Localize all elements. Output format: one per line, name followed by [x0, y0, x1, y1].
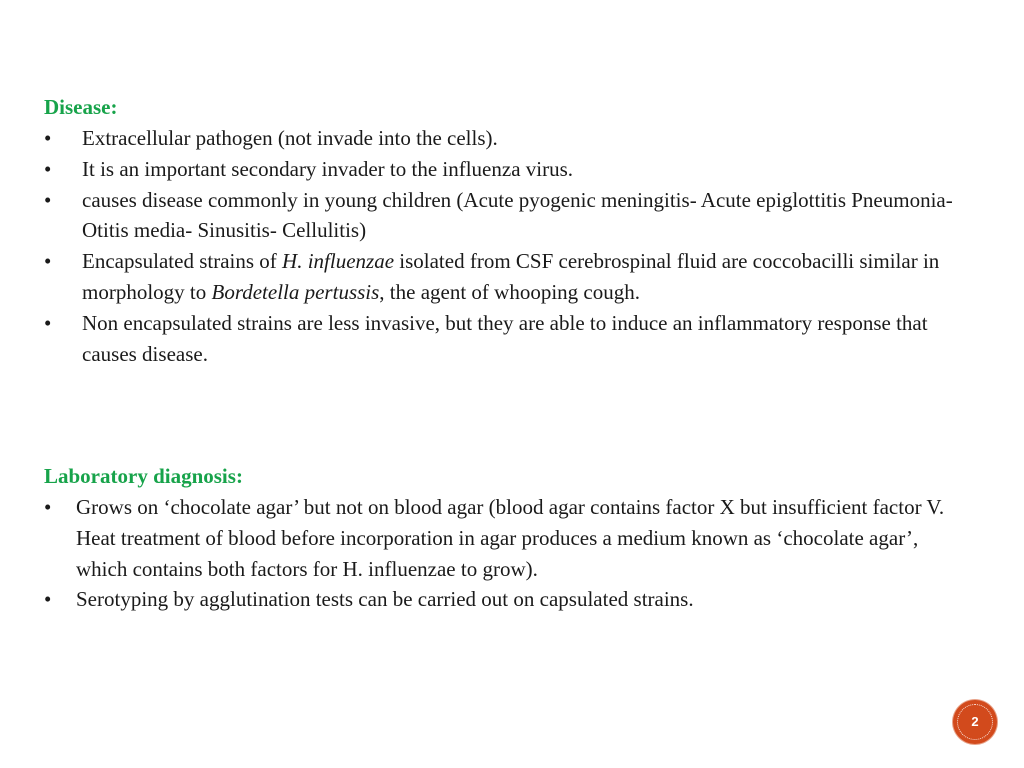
bullet-text: Non encapsulated strains are less invasive, but they are able to induce an inflammatory response that causes disease.: [82, 310, 928, 366]
bullet-text: Grows on ‘chocolate agar’ but not on blood agar (blood agar contains factor X but insufficient factor V. Heat treatment of blood before incorporation in agar produces a medium known as ‘chocolate agar’, which contains both factors for H. influenzae to grow).: [76, 495, 945, 581]
list-item: [44, 246, 984, 308]
bullet-icon: •: [44, 587, 52, 612]
bullet-icon: •: [44, 495, 52, 519]
bullet-text: Extracellular pathogen (not invade into the cells).: [82, 126, 498, 150]
bullet-icon: •: [44, 156, 52, 181]
list-item: [44, 123, 984, 154]
disease-heading: Disease:: [44, 95, 118, 119]
disease-bullet-list: [44, 123, 984, 369]
list-item: [44, 154, 984, 185]
list-item: [44, 185, 984, 247]
bullet-text: Serotyping by agglutination tests can be carried out on capsulated strains.: [76, 587, 694, 612]
bullet-text-prefix: Encapsulated strains of: [82, 249, 283, 274]
bullet-icon: •: [44, 249, 52, 274]
lab-diagnosis-heading: Laboratory diagnosis:: [44, 464, 243, 488]
bullet-icon: •: [44, 310, 52, 335]
bullet-text: causes disease commonly in young children (Acute pyogenic meningitis- Acute epiglottitis Pneumonia- Otitis media- Sinusitis- Cellulitis): [82, 187, 953, 243]
organism-name-h-influenzae: H. influenzae: [282, 249, 395, 274]
list-item: [44, 584, 964, 615]
organism-name-bordetella-pertussis: Bordetella pertussis: [211, 279, 380, 304]
list-item: [44, 492, 964, 584]
lab-diagnosis-bullet-list: [44, 492, 964, 615]
page-number-badge: [953, 700, 997, 744]
bullet-text-middle: isolated from CSF cerebrospinal fluid are coccobacilli similar in morphology to: [82, 249, 940, 304]
bullet-text-suffix: , the agent of whooping cough.: [379, 279, 640, 304]
bullet-icon: •: [44, 187, 52, 212]
page-number: 2: [971, 714, 979, 729]
bullet-text: It is an important secondary invader to the influenza virus.: [82, 156, 574, 181]
list-item: [44, 308, 984, 370]
bullet-icon: •: [44, 126, 52, 150]
